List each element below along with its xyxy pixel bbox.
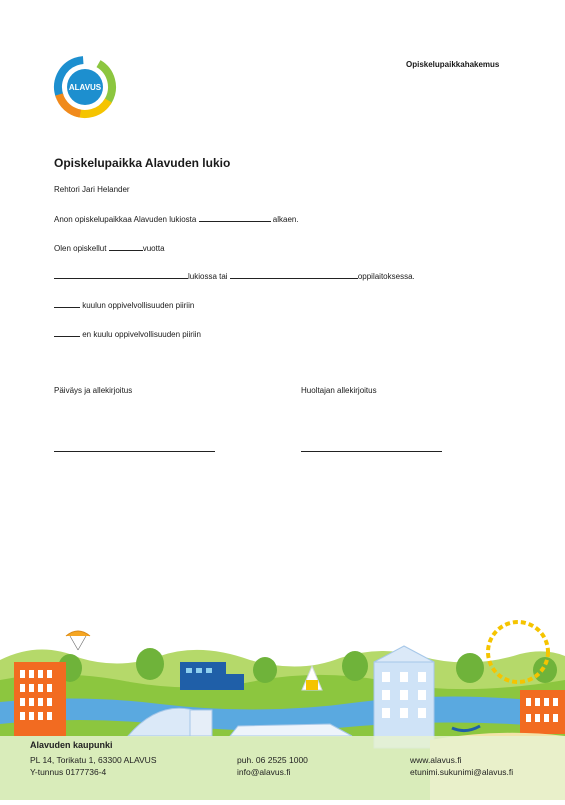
date-signature-line[interactable] [54, 451, 215, 452]
document-type-title: Opiskelupaikkahakemus [406, 60, 500, 69]
footer-business-id: Y-tunnus 0177736-4 [30, 767, 107, 777]
footer-address: PL 14, Torikatu 1, 63300 ALAVUS [30, 755, 157, 765]
guardian-signature-label: Huoltajan allekirjoitus [301, 386, 377, 395]
start-date-field[interactable] [199, 213, 271, 222]
apply-text-start: Anon opiskelupaikkaa Alavuden lukiosta [54, 215, 197, 224]
other-institution-field[interactable] [230, 270, 358, 279]
footer-email-pattern: etunimi.sukunimi@alavus.fi [410, 767, 514, 777]
footer-org-name: Alavuden kaupunki [30, 740, 113, 750]
footer-website-link[interactable]: www.alavus.fi [410, 755, 462, 765]
studied-text-end: vuotta [142, 244, 165, 253]
school-line [54, 270, 415, 281]
years-field[interactable] [109, 242, 143, 251]
footer-phone: puh. 06 2525 1000 [237, 755, 308, 765]
alavus-logo [52, 54, 118, 120]
option-not-compulsory-label: en kuulu oppivelvollisuuden piiriin [82, 330, 201, 339]
option-not-compulsory-mark[interactable] [54, 328, 80, 337]
school-text-start: lukiossa tai [188, 272, 228, 281]
option-compulsory-label: kuulun oppivelvollisuuden piiriin [82, 301, 195, 310]
footer [0, 736, 565, 800]
apply-line [54, 213, 299, 224]
option-not-compulsory [54, 328, 201, 339]
logo-text: ALAVUS [68, 83, 102, 92]
school-text-end: oppilaitoksessa. [357, 272, 415, 281]
studied-text-start: Olen opiskellut [54, 244, 107, 253]
option-compulsory [54, 299, 194, 310]
option-compulsory-mark[interactable] [54, 299, 80, 308]
addressee: Rehtori Jari Helander [54, 185, 130, 194]
studied-line [54, 242, 165, 253]
footer-email-link[interactable]: info@alavus.fi [237, 767, 291, 777]
form-title: Opiskelupaikka Alavuden lukio [54, 156, 231, 170]
current-school-field[interactable] [54, 270, 188, 279]
apply-text-end: alkaen. [272, 215, 299, 224]
guardian-signature-line[interactable] [301, 451, 442, 452]
alavus-logo-graphic [52, 54, 118, 120]
date-signature-label: Päiväys ja allekirjoitus [54, 386, 133, 395]
